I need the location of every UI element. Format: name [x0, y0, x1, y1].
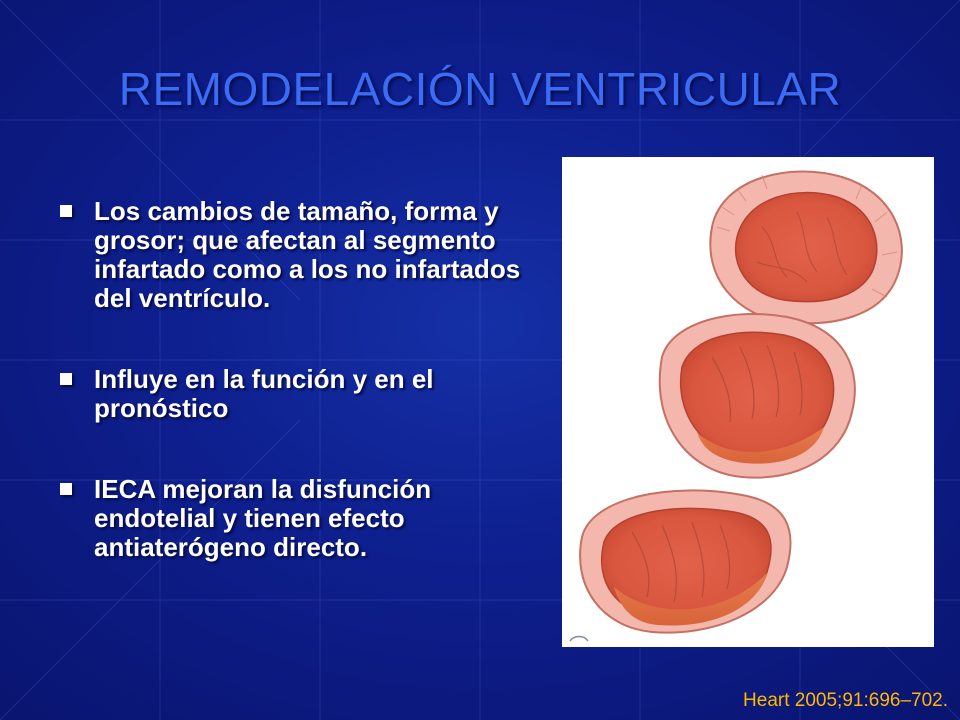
ventricle-figure: [562, 157, 934, 647]
ventricle-section-bottom: [570, 490, 791, 641]
bullet-text: Los cambios de tamaño, forma y grosor; que afectan al segmento infartado como a los no infartados del ventrículo.: [94, 196, 521, 313]
square-bullet-icon: [60, 483, 72, 495]
heart-ventricle-icon: [562, 157, 934, 647]
bullet-item: [58, 197, 548, 313]
square-bullet-icon: [60, 205, 72, 217]
bullet-item: [58, 475, 548, 562]
bullet-text: Influye en la función y en el pronóstico: [94, 364, 434, 423]
bullet-list: [58, 197, 548, 614]
bullet-text: IECA mejoran la disfunción endotelial y tienen efecto antiaterógeno directo.: [94, 474, 432, 562]
square-bullet-icon: [60, 373, 72, 385]
citation: Heart 2005;91:696–702.: [743, 690, 948, 711]
ventricle-section-top: [710, 171, 902, 323]
slide-title: REMODELACIÓN VENTRICULAR: [118, 63, 842, 115]
ventricle-section-middle: [660, 314, 855, 478]
bullet-item: [58, 365, 548, 423]
